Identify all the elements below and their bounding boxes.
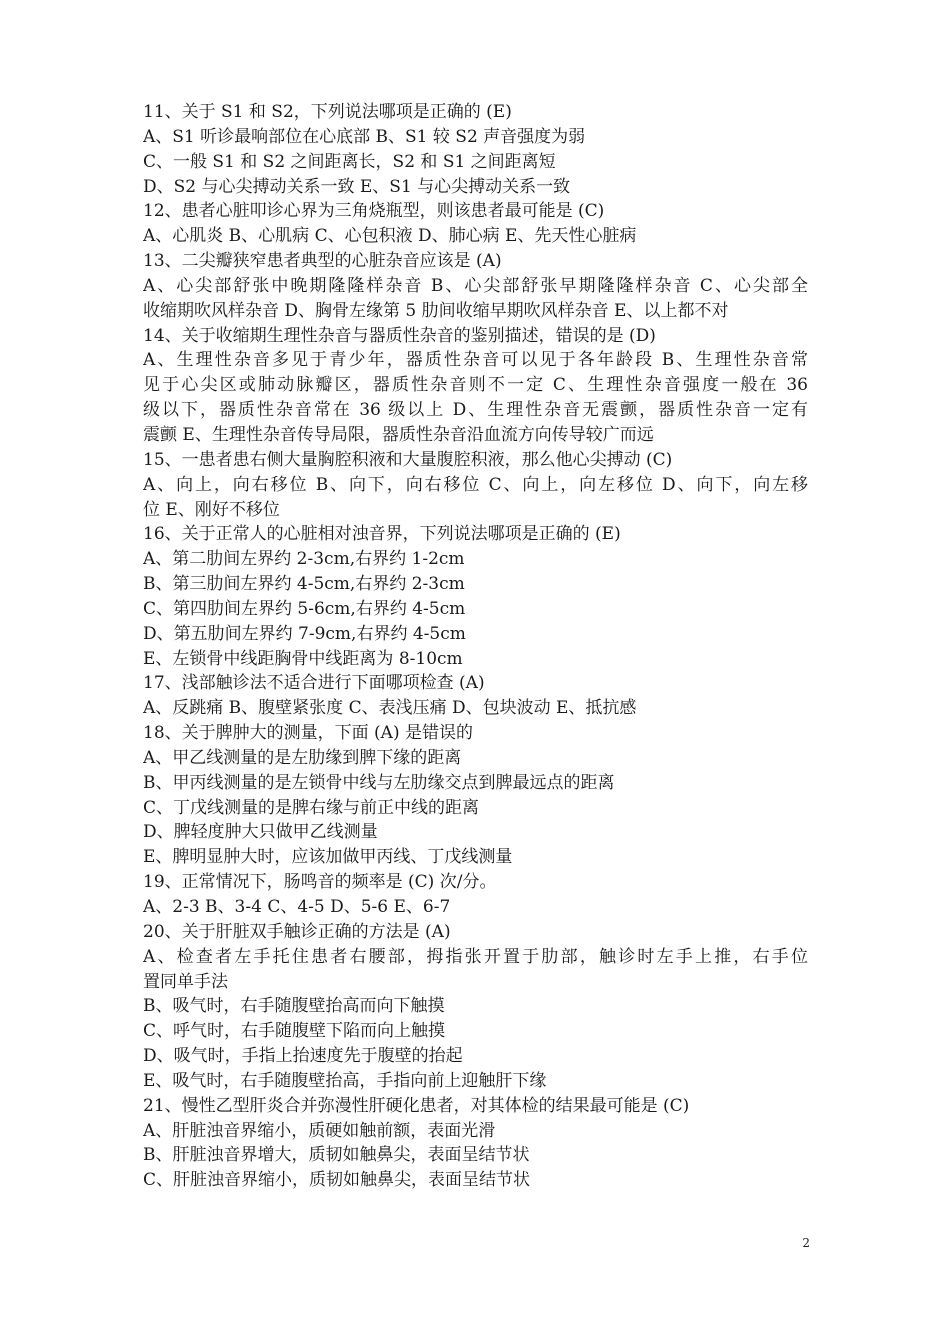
answer-line: A、甲乙线测量的是左肋缘到脾下缘的距离: [143, 747, 462, 768]
answer-line: A、向上，向右移位 B、向下，向右移位 C、向上，向左移位 D、向下，向左移: [143, 474, 808, 495]
answer-line: B、甲丙线测量的是左锁骨中线与左肋缘交点到脾最远点的距离: [143, 772, 615, 793]
question-19: 19、正常情况下，肠鸣音的频率是 (C) 次/分。: [143, 872, 497, 893]
answer-line: D、脾轻度肿大只做甲乙线测量: [143, 822, 378, 843]
question-18: 18、关于脾肿大的测量，下面 (A) 是错误的: [143, 723, 473, 744]
answer-line: D、S2 与心尖搏动关系一致 E、S1 与心尖搏动关系一致: [143, 176, 571, 197]
page-number: 2: [802, 1236, 810, 1250]
answer-line: 见于心尖区或肺动脉瓣区，器质性杂音则不一定 C、生理性杂音强度一般在 36: [143, 375, 808, 396]
answer-line: A、生理性杂音多见于青少年，器质性杂音可以见于各年龄段 B、生理性杂音常: [143, 350, 808, 371]
document-body: [143, 100, 808, 1193]
question-16: 16、关于正常人的心脏相对浊音界，下列说法哪项是正确的 (E): [143, 524, 621, 545]
question-20: 20、关于肝脏双手触诊正确的方法是 (A): [143, 921, 451, 942]
answer-line: B、第三肋间左界约 4-5cm,右界约 2-3cm: [143, 574, 465, 595]
answer-line: 置同单手法: [143, 971, 228, 992]
answer-line: 级以下，器质性杂音常在 36 级以上 D、生理性杂音无震颤，器质性杂音一定有: [143, 400, 808, 421]
question-13: 13、二尖瓣狭窄患者典型的心脏杂音应该是 (A): [143, 251, 502, 272]
answer-line: A、心尖部舒张中晚期隆隆样杂音 B、心尖部舒张早期隆隆样杂音 C、心尖部全: [143, 275, 808, 296]
answer-line: A、第二肋间左界约 2-3cm,右界约 1-2cm: [143, 549, 465, 570]
answer-line: D、第五肋间左界约 7-9cm,右界约 4-5cm: [143, 623, 466, 644]
answer-line: A、心肌炎 B、心肌病 C、心包积液 D、肺心病 E、先天性心脏病: [143, 226, 637, 247]
answer-line: B、吸气时，右手随腹壁抬高而向下触摸: [143, 996, 445, 1017]
answer-line: A、肝脏浊音界缩小，质硬如触前额，表面光滑: [143, 1120, 496, 1141]
answer-line: A、反跳痛 B、腹壁紧张度 C、表浅压痛 D、包块波动 E、抵抗感: [143, 698, 637, 719]
answer-line: B、肝脏浊音界增大，质韧如触鼻尖，表面呈结节状: [143, 1145, 530, 1166]
question-21: 21、慢性乙型肝炎合并弥漫性肝硬化患者，对其体检的结果最可能是 (C): [143, 1095, 690, 1116]
answer-line: E、脾明显肿大时，应该加做甲丙线、丁戊线测量: [143, 847, 513, 868]
answer-line: E、吸气时，右手随腹壁抬高，手指向前上迎触肝下缘: [143, 1070, 547, 1091]
answer-line: E、左锁骨中线距胸骨中线距离为 8-10cm: [143, 648, 463, 669]
answer-line: 震颤 E、生理性杂音传导局限，器质性杂音沿血流方向传导较广而远: [143, 424, 654, 445]
answer-line: A、S1 听诊最响部位在心底部 B、S1 较 S2 声音强度为弱: [143, 126, 586, 147]
question-15: 15、一患者患右侧大量胸腔积液和大量腹腔积液，那么他心尖搏动 (C): [143, 449, 673, 470]
answer-line: 收缩期吹风样杂音 D、胸骨左缘第 5 肋间收缩早期吹风样杂音 E、以上都不对: [143, 300, 729, 321]
answer-line: C、丁戊线测量的是脾右缘与前正中线的距离: [143, 797, 480, 818]
answer-line: C、呼气时，右手随腹壁下陷而向上触摸: [143, 1021, 446, 1042]
question-14: 14、关于收缩期生理性杂音与器质性杂音的鉴别描述，错误的是 (D): [143, 325, 656, 346]
answer-line: A、2-3 B、3-4 C、4-5 D、5-6 E、6-7: [143, 897, 451, 917]
answer-line: A、检查者左手托住患者右腰部，拇指张开置于肋部，触诊时左手上推，右手位: [143, 946, 808, 967]
question-12: 12、患者心脏叩诊心界为三角烧瓶型，则该患者最可能是 (C): [143, 201, 605, 222]
question-11: 11、关于 S1 和 S2，下列说法哪项是正确的 (E): [143, 102, 512, 122]
question-17: 17、浅部触诊法不适合进行下面哪项检查 (A): [143, 673, 485, 694]
answer-line: C、一般 S1 和 S2 之间距离长，S2 和 S1 之间距离短: [143, 151, 556, 172]
answer-line: C、第四肋间左界约 5-6cm,右界约 4-5cm: [143, 598, 466, 619]
answer-line: 位 E、刚好不移位: [143, 499, 280, 520]
answer-line: C、肝脏浊音界缩小，质韧如触鼻尖，表面呈结节状: [143, 1170, 531, 1191]
answer-line: D、吸气时，手指上抬速度先于腹壁的抬起: [143, 1046, 463, 1067]
